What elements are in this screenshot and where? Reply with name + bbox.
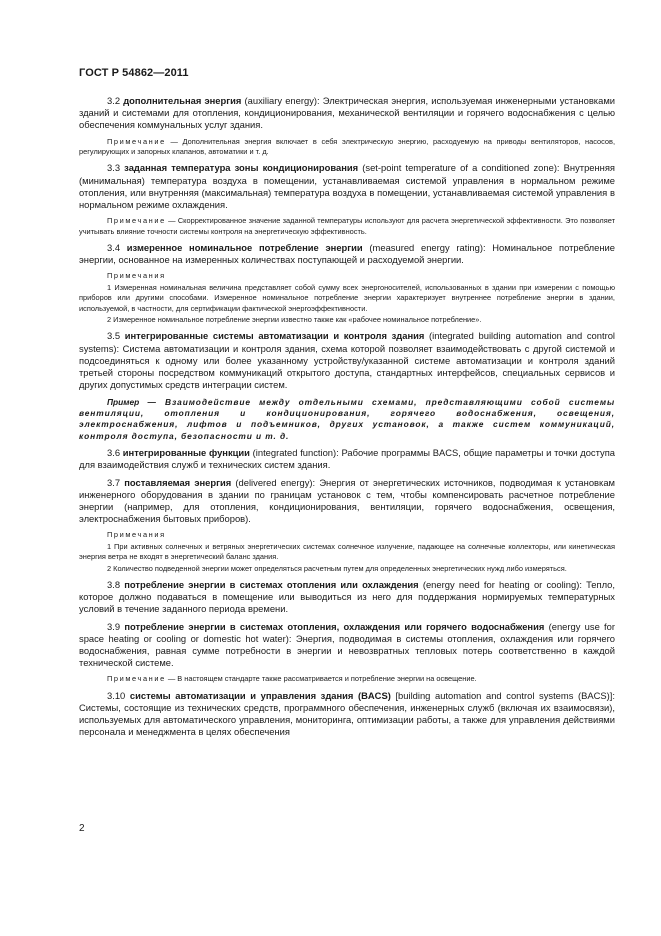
term: потребление энергии в системах отопления, охлаждения или горячего водоснабжения [124, 620, 545, 632]
definition-text: (integrated building automation and control systems): Система автоматизации и контроля здания, схема которой позволяет взаимодействовать с другой системой и подсоединяться к одному или более указанному устройству/указанной системе автоматизации и контроля зданий третьей стороны посредством коммуникаций открытого доступа, стандартных интерфейсов, специальных сервисов и других допустимых средств интеграции систем. [79, 330, 616, 391]
clause-number: 3.4 [107, 242, 121, 254]
page-number: 2 [79, 823, 85, 834]
definition-3-7 [79, 477, 615, 526]
definition-text: (measured energy rating): Номинальное потребление энергии, основанное на измеренных количествах поступающей и расходуемой энергии. [79, 242, 615, 266]
clause-number: 3.10 [107, 689, 126, 701]
clause-number: 3.5 [107, 330, 121, 342]
term: дополнительная энергия [123, 95, 242, 106]
term: системы автоматизации и управления здания (BACS) [129, 689, 391, 701]
definition-text: (delivered energy): Энергия от энергетических источников, подводимая к установкам инженерного оборудования в здании по границам установок с тем, чтобы компенсировать расчетное потребление энергии (например, для отопления, кондиционирования, вентиляции, горячего водоснабжения, освещения, электроснабжения бытовых приборов). [79, 476, 615, 525]
term: заданная температура зоны кондиционирования [124, 162, 359, 174]
notes-label: Примечания [107, 530, 166, 540]
term: поставляемая энергия [124, 476, 232, 488]
note-label: Примечание [107, 216, 166, 226]
definition-3-6 [79, 447, 615, 471]
term: интегрированные системы автоматизации и контроля здания [124, 330, 425, 342]
definition-3-9 [79, 621, 615, 670]
note-text: — Скорректированное значение заданной температуры используют для расчета энергетической эффективности. Это позволяет учитывать влияние точности системы контроля на энергетическую эффективность. [79, 216, 615, 236]
document-body [79, 95, 615, 744]
note-item: 2 Измеренное номинальное потребление энергии известно также как «рабочее номинальное потребление». [107, 315, 482, 325]
note-item: 1 При активных солнечных и ветряных энергетических системах солнечное излучение, падающее на солнечные коллекторы, или кинетическая энергия ветра не входят в энергетический баланс здания. [79, 541, 615, 562]
definition-text: (integrated function): Рабочие программы BACS, общие параметры и точки доступа для взаимодействия служб и технических систем здания. [79, 447, 615, 471]
clause-number: 3.7 [107, 476, 121, 488]
definition-text: (set-point temperature of a conditioned zone): Внутренняя (минимальная) температура воздуха в помещении, устанавливаемая системой управления в нормальном режиме отопления, или внутренняя (максимальная) температура воздуха в помещении, устанавливаемая системой управления в нормальном режиме охлаждения. [79, 162, 616, 211]
clause-number: 3.2 [107, 95, 121, 106]
definition-3-4 [79, 242, 615, 266]
definition-3-3 [79, 162, 615, 211]
definition-3-10 [79, 690, 615, 739]
notes-heading [79, 271, 615, 281]
note-label: Примечание [107, 674, 166, 684]
note [79, 137, 615, 158]
example-text: — Взаимодействие между отдельными схемами, представляющими собой системы вентиляции, отопления и кондиционирования, горячего водоснабжения, освещения, электроснабжения, лифтов и подъемников, других установок, а также систем коммуникаций, контроля доступа, безопасности и т. д. [79, 396, 615, 441]
note-item: 2 Количество подведенной энергии может определяться расчетным путем для определенных энергетических нужд либо измеряться. [107, 563, 567, 573]
clause-number: 3.3 [107, 162, 121, 174]
example-label: Пример [107, 396, 140, 407]
note-text: — В настоящем стандарте также рассматривается и потребление энергии на освещение. [165, 674, 477, 684]
term: интегрированные функции [122, 447, 250, 459]
note-text: — Дополнительная энергия включает в себя электрическую энергию, расходуемую на приводы вентиляторов, насосов, регулирующих и запорных клапанов, автоматики и т. д. [79, 136, 615, 157]
note-item: 1 Измеренная номинальная величина представляет собой сумму всех энергоносителей, использованных в здании при измерении с помощью приборов или другими способами. Измеренное номинальное потребление энергии характеризует внутреннее потребление энергии в здании, используемой, в частности, для сертификации фактической энергоэффективности. [79, 282, 615, 313]
note [79, 216, 615, 237]
clause-number: 3.9 [107, 620, 121, 632]
term: измеренное номинальное потребление энергии [126, 242, 363, 254]
term: потребление энергии в системах отопления или охлаждения [124, 578, 419, 590]
notes-label: Примечания [107, 271, 166, 281]
note-label: Примечание [107, 136, 166, 146]
note [79, 674, 615, 684]
definition-3-8 [79, 579, 615, 616]
document-header: ГОСТ Р 54862—2011 [79, 67, 189, 79]
clause-number: 3.8 [107, 578, 121, 590]
definition-text: (energy use for space heating or cooling or domestic hot water): Энергия, подводимая в системы отопления, охлаждения или горячего водоснабжения, равная сумме потребности в энергии и невозвратных тепловых потерь соответственно в каждой технической системе. [79, 620, 615, 669]
definition-text: [building automation and control systems (BACS)]: Системы, состоящие из технических средств, программного обеспечения, инженерных служб (включая их взаимосвязи), используемых для автоматического управления, мониторинга, оптимизации работы, а также для управления действиями персонала и менеджмента в целях обеспечения [79, 689, 615, 738]
example [79, 397, 615, 443]
definition-3-5 [79, 330, 615, 391]
definition-3-2 [79, 95, 615, 132]
clause-number: 3.6 [107, 447, 121, 459]
notes-heading [79, 530, 615, 540]
definition-text: (energy need for heating or cooling): Тепло, которое должно подаваться в помещение или выводиться из него для поддержания нормируемых температурных условий в течение заданного периода времени. [79, 578, 615, 615]
definition-text: (auxiliary energy): Электрическая энергия, используемая инженерными установками зданий и системами для отопления, кондиционирования, механической вентиляции и горячего водоснабжения с целью обеспечения коммунальных услуг здания. [79, 95, 616, 131]
